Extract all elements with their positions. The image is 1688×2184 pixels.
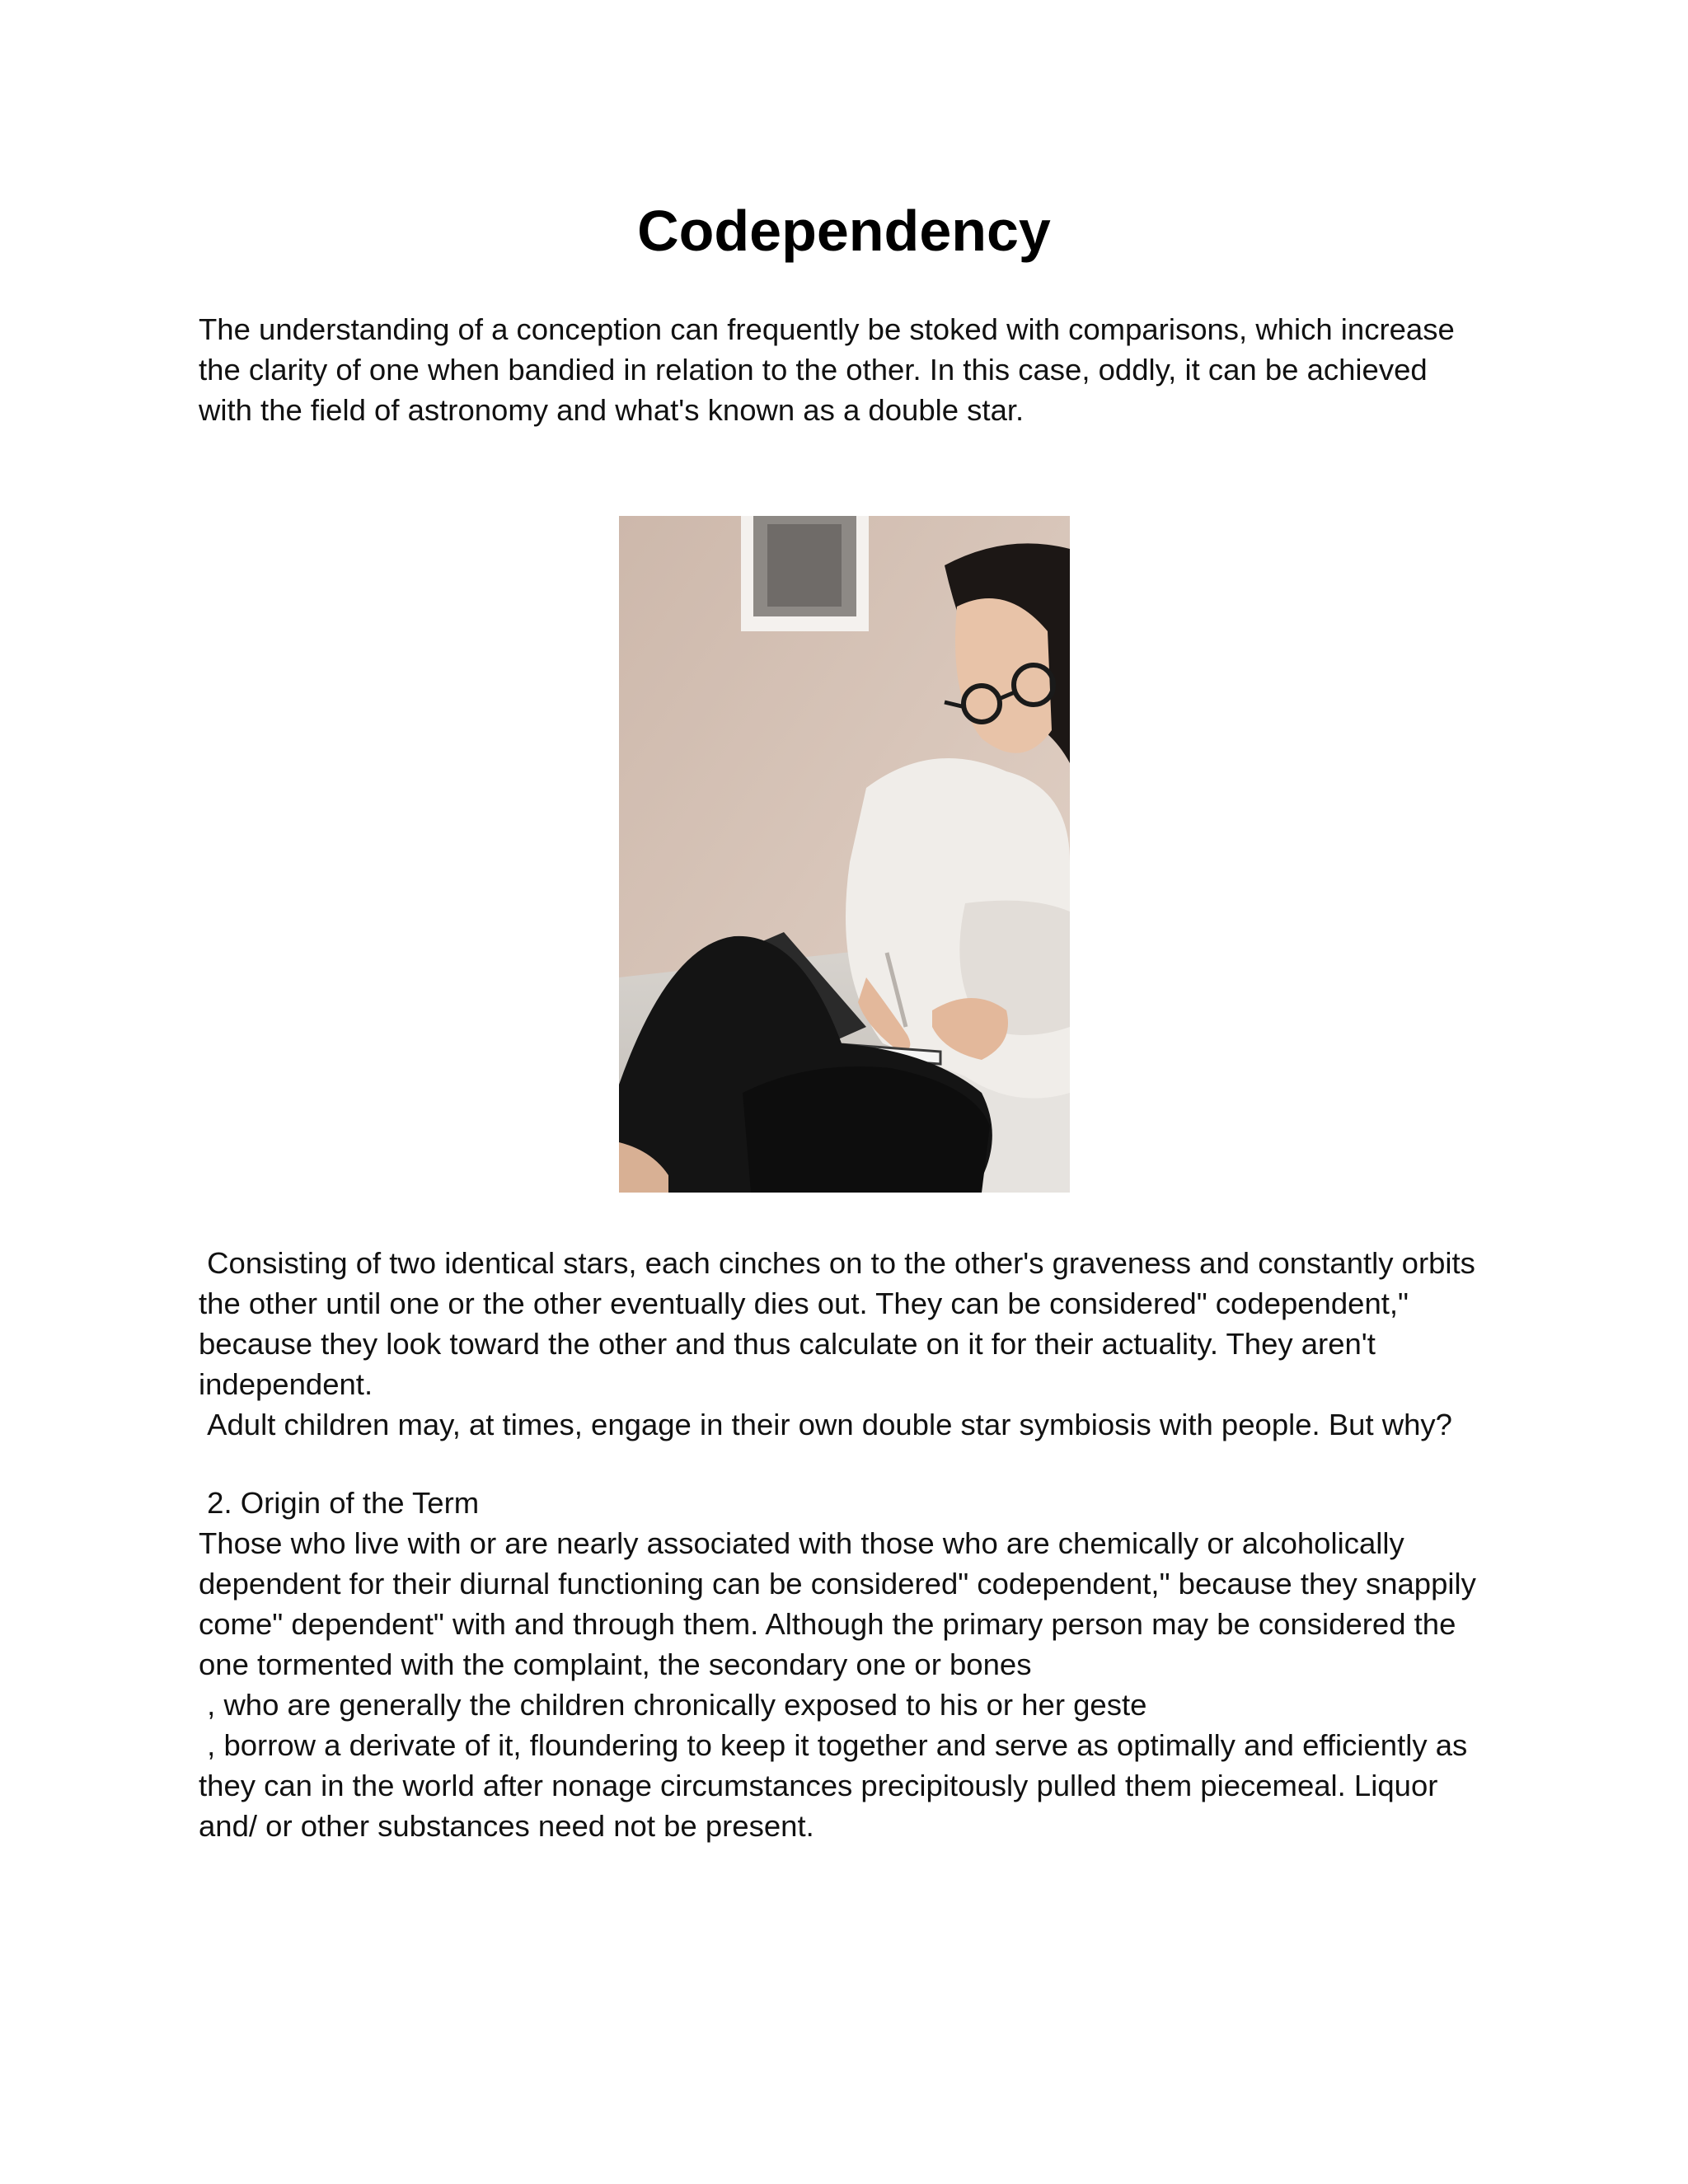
body-paragraph-1: Consisting of two identical stars, each cinches on to the other's graveness and constantly orbits the other until one or the other eventually dies out. They can be considered" codependent," because they look toward the other and thus calculate on it for their actuality. They aren't independent. Adult children may, at times, engage in their own double star symbiosis with people. But why? [199, 1246, 1475, 1441]
article-photo [619, 516, 1070, 1193]
intro-paragraph: The understanding of a conception can frequently be stoked with comparisons, which increase the clarity of one when bandied in relation to the other. In this case, oddly, it can be achieved with the field of astronomy and what's known as a double star. [199, 312, 1455, 427]
photo-illustration [619, 516, 1070, 1193]
page-title: Codependency [637, 199, 1051, 263]
body-paragraph-2: Those who live with or are nearly associated with those who are chemically or alcoholically dependent for their diurnal functioning can be considered" codependent," because they snappily come" dependent" with and through them. Although the primary person may be considered the one tormented with the complaint, the secondary one or bones , who are generally the children chronically exposed to his or her geste , borrow a derivate of it, floundering to keep it together and serve as optimally and efficiently as they can in the world after nonage circumstances precipitously pulled them piecemeal. Liquor and/ or other substances need not be present. [199, 1526, 1476, 1843]
section-heading: 2. Origin of the Term [199, 1486, 480, 1520]
